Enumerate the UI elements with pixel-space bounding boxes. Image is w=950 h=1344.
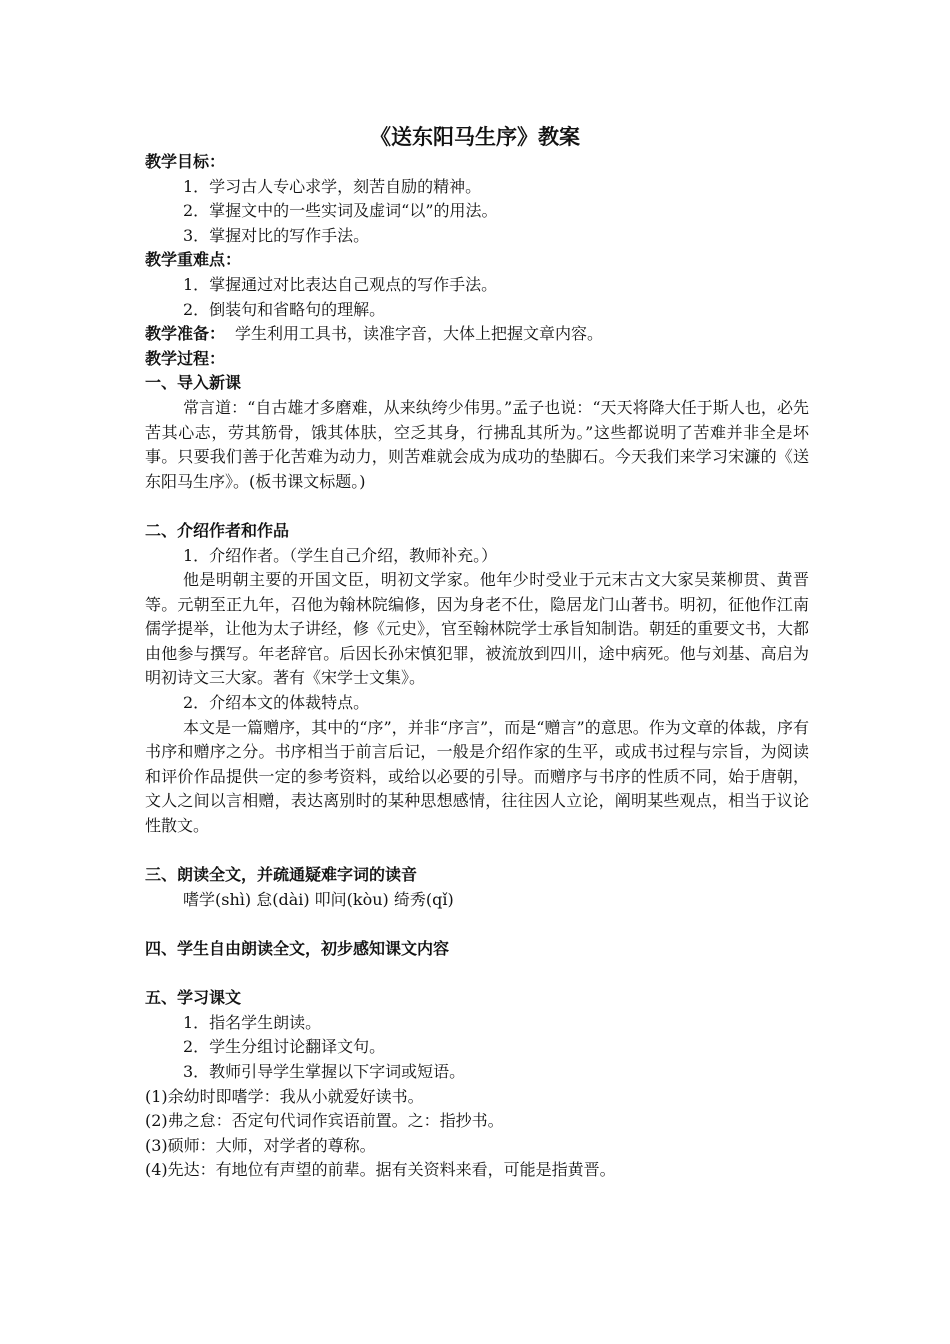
- section4-heading: 四、学生自由朗读全文，初步感知课文内容: [145, 939, 450, 958]
- section3-heading: 三、朗读全文，并疏通疑难字词的读音: [145, 865, 418, 885]
- section2-item1: 1．介绍作者。（学生自己介绍，教师补充。）: [183, 545, 498, 565]
- section5-step: 3．教师引导学生掌握以下字词或短语。: [183, 1061, 466, 1081]
- section5-step: 1．指名学生朗读。: [183, 1012, 322, 1032]
- document-title: 《送东阳马生序》教案: [370, 124, 580, 149]
- objective-item: 1．学习古人专心求学，刻苦自励的精神。: [183, 176, 482, 196]
- section1-text: 常言道：“自古雄才多磨难，从来纨绔少伟男。”孟子也说：“天天将降大任于斯人也，必先苦其心志，劳其筋骨，饿其体肤，空乏其身，行拂乱其所为。”这些都说明了苦难并非全是坏事。只要我们善于化苦难为动力，则苦难就会成为成功的垫脚石。今天我们来学习宋濂的《送东阳马生序》。(板书课文标题。): [145, 397, 809, 491]
- section1-heading: 一、导入新课: [145, 373, 242, 393]
- spacer: [145, 912, 809, 937]
- spacer: [145, 962, 809, 987]
- difficulty-item: 2．倒装句和省略句的理解。: [183, 299, 386, 319]
- section2-heading: 二、介绍作者和作品: [145, 520, 290, 540]
- section5-heading: 五、学习课文: [145, 988, 242, 1008]
- section2-item2: 2．介绍本文的体裁特点。: [183, 693, 370, 713]
- section5-step: 2．学生分组讨论翻译文句。: [183, 1037, 386, 1057]
- objectives-heading: 教学目标：: [145, 152, 226, 171]
- vocab-note: (4)先达：有地位有声望的前辈。据有关资料来看，可能是指黄晋。: [145, 1160, 616, 1180]
- vocab-note: (2)弗之怠：否定句代词作宾语前置。之：指抄书。: [145, 1111, 504, 1131]
- difficulty-item: 1．掌握通过对比表达自己观点的写作手法。: [183, 274, 498, 294]
- document-body: [145, 150, 809, 1183]
- vocab-note: (3)硕师：大师，对学者的尊称。: [145, 1135, 376, 1155]
- vocab-note: (1)余幼时即嗜学：我从小就爱好读书。: [145, 1086, 424, 1106]
- preparation-text: 学生利用工具书，读准字音，大体上把握文章内容。: [235, 324, 604, 344]
- process-heading: 教学过程：: [145, 348, 226, 368]
- author-text: 他是明朝主要的开国文臣，明初文学家。他年少时受业于元末古文大家吴莱柳贯、黄晋等。元朝至正九年，召他为翰林院编修，因为身老不仕，隐居龙门山著书。明初，征他作江南儒学提举，让他为太子讲经，修《元史》，官至翰林院学士承旨知制诰。朝廷的重要文书，大都由他参与撰写。年老辞官。后因长孙宋慎犯罪，被流放到四川，途中病死。他与刘基、高启为明初诗文三大家。著有《宋学士文集》。: [145, 570, 810, 688]
- genre-text: 本文是一篇赠序，其中的“序”，并非“序言”，而是“赠言”的意思。作为文章的体裁，序有书序和赠序之分。书序相当于前言后记，一般是介绍作家的生平，或成书过程与宗旨，为阅读和评价作品提供一定的参考资料，或给以必要的引导。而赠序与书序的性质不同，始于唐朝，文人之间以言相赠，表达离别时的某种思想感情，往往因人立论，阐明某些观点，相当于议论性散文。: [145, 717, 809, 836]
- preparation-line: [145, 322, 809, 347]
- spacer: [145, 839, 809, 864]
- preparation-heading: 教学准备：: [145, 324, 226, 344]
- objective-item: 3．掌握对比的写作手法。: [183, 225, 370, 245]
- spacer: [145, 494, 809, 519]
- pronunciation-line: 嗜学(shì) 怠(dài) 叩问(kòu) 绮秀(qǐ): [183, 889, 454, 909]
- objective-item: 2．掌握文中的一些实词及虚词“以”的用法。: [183, 201, 498, 221]
- difficulties-heading: 教学重难点：: [145, 250, 242, 270]
